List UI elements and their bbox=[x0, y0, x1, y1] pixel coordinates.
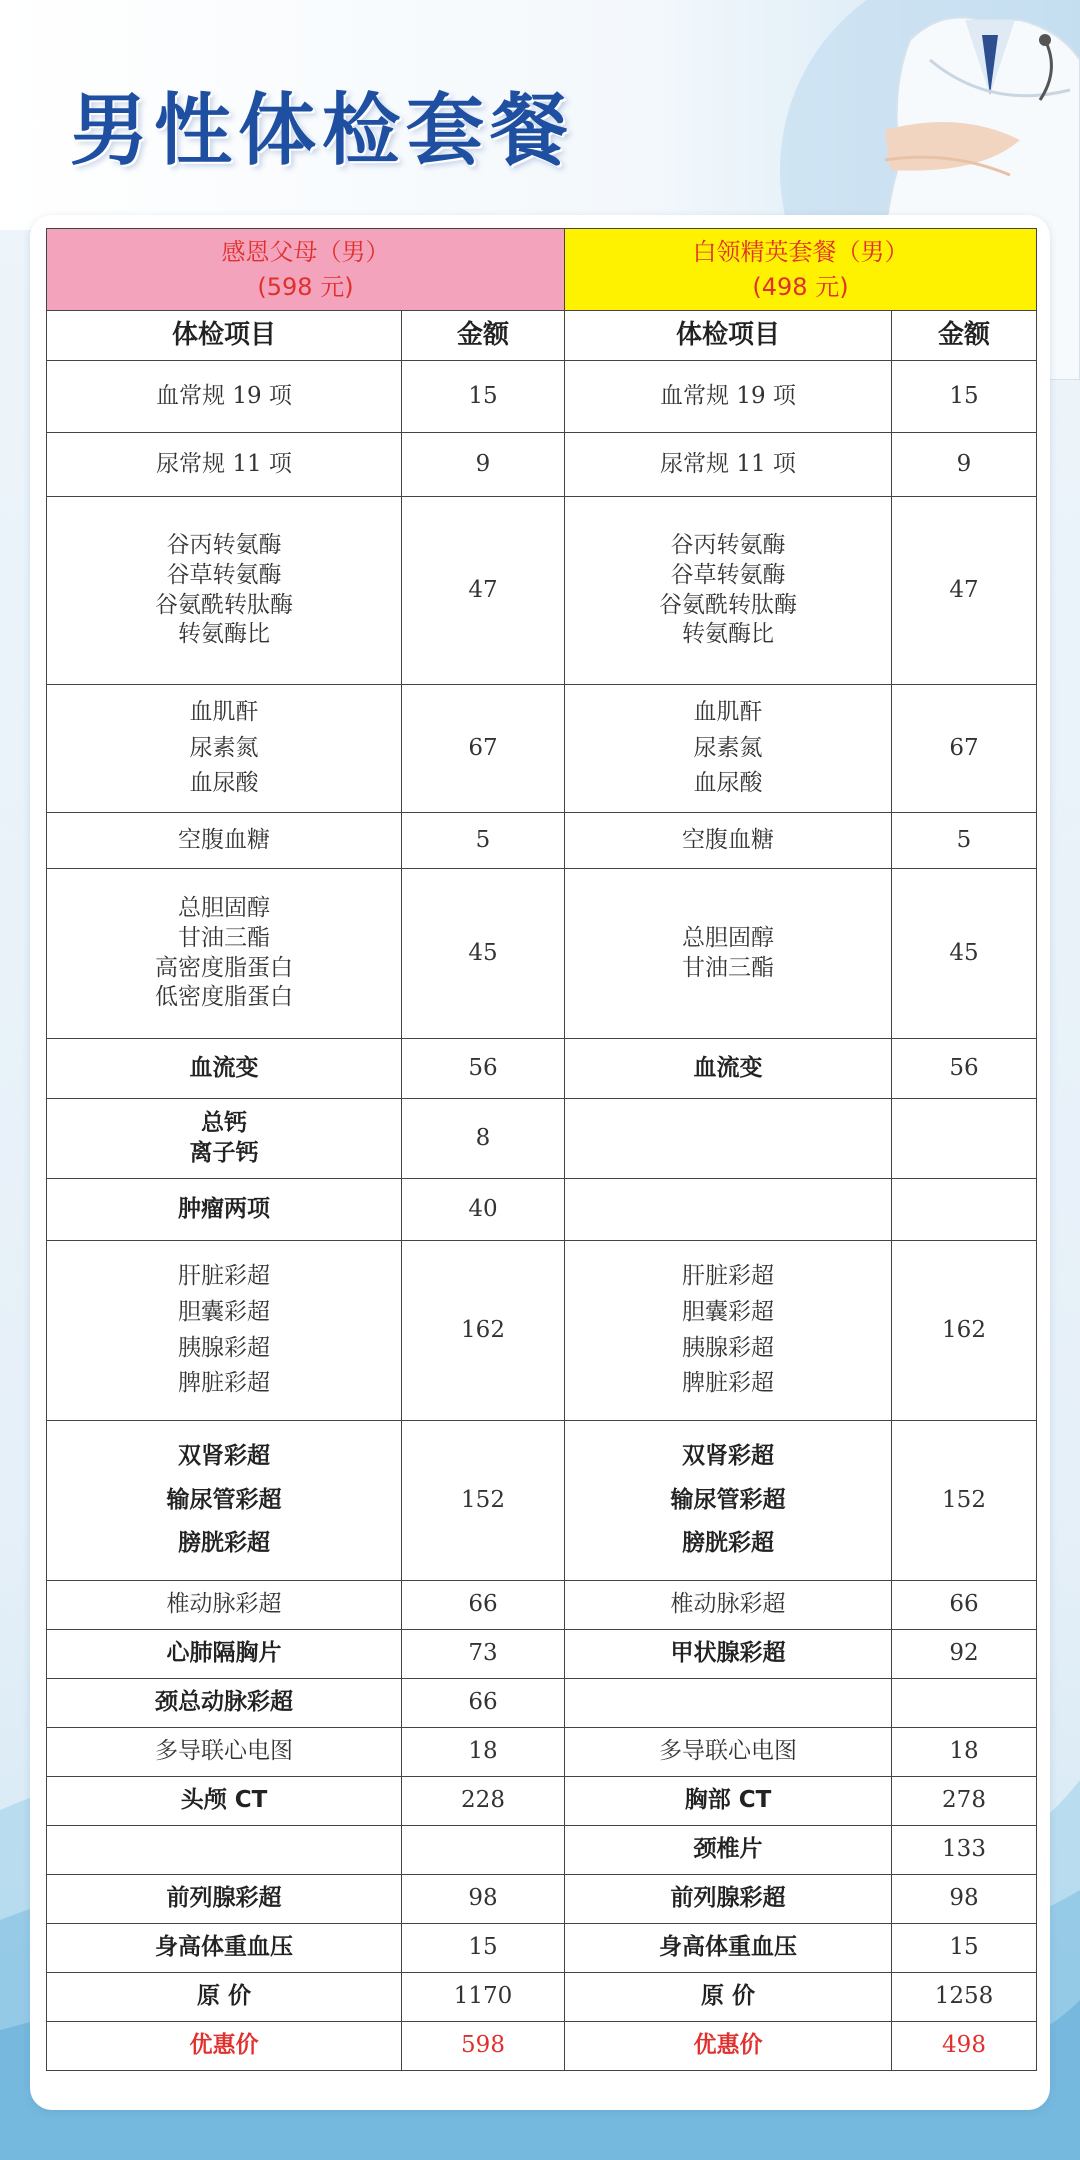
discount-price-a: 598 bbox=[402, 2022, 565, 2071]
amount-cell-b: 47 bbox=[892, 497, 1037, 685]
item-text: 甲状腺彩超 bbox=[670, 1640, 786, 1667]
item-text: 转氨酶比 bbox=[178, 621, 270, 648]
table-row bbox=[47, 1099, 1037, 1179]
amount-cell-b: 92 bbox=[892, 1630, 1037, 1679]
amount-cell-a: 47 bbox=[402, 497, 565, 685]
item-cell-b bbox=[565, 1924, 892, 1973]
item-text: 总胆固醇 bbox=[178, 894, 270, 921]
item-text: 血尿酸 bbox=[189, 770, 259, 797]
package-header-b bbox=[565, 229, 1037, 311]
item-text: 血肌酐 bbox=[693, 698, 763, 725]
package-header-a bbox=[47, 229, 565, 311]
table-row bbox=[47, 1924, 1037, 1973]
amount-cell-b: 9 bbox=[892, 433, 1037, 497]
item-cell-b bbox=[565, 1777, 892, 1826]
col-head-amount-b: 金额 bbox=[892, 311, 1037, 361]
item-text: 膀胱彩超 bbox=[682, 1530, 774, 1557]
item-cell-a bbox=[47, 1179, 402, 1241]
item-text: 输尿管彩超 bbox=[166, 1486, 282, 1513]
discount-price-b: 498 bbox=[892, 2022, 1037, 2071]
item-text: 胆囊彩超 bbox=[178, 1298, 270, 1325]
amount-cell-b: 45 bbox=[892, 869, 1037, 1039]
item-cell-b bbox=[565, 869, 892, 1039]
discount-label-a: 优惠价 bbox=[47, 2022, 402, 2071]
item-cell-a bbox=[47, 1679, 402, 1728]
table-row bbox=[47, 1679, 1037, 1728]
item-text: 甘油三酯 bbox=[178, 924, 270, 951]
item-cell-b bbox=[565, 813, 892, 869]
item-text: 离子钙 bbox=[189, 1139, 259, 1166]
item-text: 尿常规 11 项 bbox=[156, 450, 292, 477]
item-text: 谷氨酰转肽酶 bbox=[659, 591, 797, 618]
item-text: 双肾彩超 bbox=[682, 1442, 774, 1469]
amount-cell-b: 67 bbox=[892, 685, 1037, 813]
item-cell-a bbox=[47, 869, 402, 1039]
item-cell-a bbox=[47, 1826, 402, 1875]
amount-cell-b: 133 bbox=[892, 1826, 1037, 1875]
amount-cell-a: 15 bbox=[402, 1924, 565, 1973]
table-row bbox=[47, 1777, 1037, 1826]
item-cell-b bbox=[565, 1039, 892, 1099]
item-cell-b bbox=[565, 1099, 892, 1179]
item-text: 尿素氮 bbox=[189, 734, 259, 761]
price-table bbox=[46, 228, 1037, 2071]
amount-cell-a: 18 bbox=[402, 1728, 565, 1777]
item-text: 胆囊彩超 bbox=[682, 1298, 774, 1325]
item-text: 尿素氮 bbox=[693, 734, 763, 761]
amount-cell-b: 15 bbox=[892, 361, 1037, 433]
col-head-item-b: 体检项目 bbox=[565, 311, 892, 361]
table-row bbox=[47, 1875, 1037, 1924]
item-text: 总胆固醇 bbox=[682, 924, 774, 951]
table-row bbox=[47, 1179, 1037, 1241]
amount-cell-b bbox=[892, 1679, 1037, 1728]
original-price-row bbox=[47, 1973, 1037, 2022]
item-text: 谷草转氨酶 bbox=[670, 561, 786, 588]
item-text: 尿常规 11 项 bbox=[660, 450, 796, 477]
original-price-b: 1258 bbox=[892, 1973, 1037, 2022]
amount-cell-b: 98 bbox=[892, 1875, 1037, 1924]
item-text: 空腹血糖 bbox=[178, 826, 270, 853]
amount-cell-b: 278 bbox=[892, 1777, 1037, 1826]
item-cell-a bbox=[47, 1630, 402, 1679]
item-text: 双肾彩超 bbox=[178, 1442, 270, 1469]
item-text: 多导联心电图 bbox=[155, 1738, 293, 1765]
original-label-a: 原 价 bbox=[47, 1973, 402, 2022]
table-row bbox=[47, 1241, 1037, 1421]
item-cell-a bbox=[47, 361, 402, 433]
package-b-price: (498 元) bbox=[752, 272, 849, 301]
amount-cell-b: 162 bbox=[892, 1241, 1037, 1421]
table-row bbox=[47, 1039, 1037, 1099]
col-head-item-a: 体检项目 bbox=[47, 311, 402, 361]
item-cell-a bbox=[47, 1241, 402, 1421]
item-cell-a bbox=[47, 1875, 402, 1924]
item-text: 高密度脂蛋白 bbox=[155, 954, 293, 981]
item-cell-b bbox=[565, 1630, 892, 1679]
item-text: 总钙 bbox=[201, 1109, 247, 1136]
amount-cell-a: 66 bbox=[402, 1679, 565, 1728]
item-cell-b bbox=[565, 685, 892, 813]
table-row bbox=[47, 869, 1037, 1039]
item-cell-b bbox=[565, 1679, 892, 1728]
table-row bbox=[47, 1630, 1037, 1679]
item-cell-b bbox=[565, 1421, 892, 1581]
amount-cell-a: 98 bbox=[402, 1875, 565, 1924]
item-text: 血尿酸 bbox=[693, 770, 763, 797]
item-text: 颈总动脉彩超 bbox=[155, 1689, 293, 1716]
item-cell-a bbox=[47, 685, 402, 813]
table-row bbox=[47, 361, 1037, 433]
item-text: 血流变 bbox=[189, 1054, 259, 1081]
item-text: 血常规 19 项 bbox=[660, 382, 796, 409]
item-text: 脾脏彩超 bbox=[682, 1370, 774, 1397]
amount-cell-a: 15 bbox=[402, 361, 565, 433]
amount-cell-b: 15 bbox=[892, 1924, 1037, 1973]
item-text: 低密度脂蛋白 bbox=[155, 984, 293, 1011]
amount-cell-a: 73 bbox=[402, 1630, 565, 1679]
amount-cell-b bbox=[892, 1099, 1037, 1179]
amount-cell-b: 152 bbox=[892, 1421, 1037, 1581]
original-label-b: 原 价 bbox=[565, 1973, 892, 2022]
item-text: 椎动脉彩超 bbox=[166, 1591, 282, 1618]
item-cell-a bbox=[47, 1039, 402, 1099]
item-text: 谷丙转氨酶 bbox=[166, 531, 282, 558]
item-text: 血流变 bbox=[693, 1054, 763, 1081]
table-row bbox=[47, 813, 1037, 869]
item-text: 胰腺彩超 bbox=[682, 1334, 774, 1361]
item-text: 谷氨酰转肽酶 bbox=[155, 591, 293, 618]
item-cell-a bbox=[47, 497, 402, 685]
item-text: 身高体重血压 bbox=[659, 1934, 797, 1961]
amount-cell-a: 228 bbox=[402, 1777, 565, 1826]
item-cell-b bbox=[565, 497, 892, 685]
discount-label-b: 优惠价 bbox=[565, 2022, 892, 2071]
item-text: 谷丙转氨酶 bbox=[670, 531, 786, 558]
package-a-price: (598 元) bbox=[257, 272, 354, 301]
item-cell-a bbox=[47, 433, 402, 497]
table-row bbox=[47, 497, 1037, 685]
discount-price-row bbox=[47, 2022, 1037, 2071]
item-cell-b bbox=[565, 1728, 892, 1777]
item-cell-a bbox=[47, 1728, 402, 1777]
amount-cell-a bbox=[402, 1826, 565, 1875]
item-text: 胰腺彩超 bbox=[178, 1334, 270, 1361]
amount-cell-a: 5 bbox=[402, 813, 565, 869]
item-text: 甘油三酯 bbox=[682, 954, 774, 981]
item-text: 肝脏彩超 bbox=[682, 1262, 774, 1289]
page-title: 男性体检套餐 bbox=[70, 86, 575, 176]
item-cell-a bbox=[47, 1421, 402, 1581]
item-cell-a bbox=[47, 1099, 402, 1179]
amount-cell-a: 45 bbox=[402, 869, 565, 1039]
amount-cell-b: 66 bbox=[892, 1581, 1037, 1630]
table-row bbox=[47, 1581, 1037, 1630]
amount-cell-b: 56 bbox=[892, 1039, 1037, 1099]
item-text: 转氨酶比 bbox=[682, 621, 774, 648]
amount-cell-a: 152 bbox=[402, 1421, 565, 1581]
original-price-a: 1170 bbox=[402, 1973, 565, 2022]
amount-cell-b: 18 bbox=[892, 1728, 1037, 1777]
item-text: 肝脏彩超 bbox=[178, 1262, 270, 1289]
amount-cell-b bbox=[892, 1179, 1037, 1241]
item-cell-b bbox=[565, 361, 892, 433]
item-text: 脾脏彩超 bbox=[178, 1370, 270, 1397]
amount-cell-a: 56 bbox=[402, 1039, 565, 1099]
table-row bbox=[47, 685, 1037, 813]
item-text: 膀胱彩超 bbox=[178, 1530, 270, 1557]
amount-cell-a: 8 bbox=[402, 1099, 565, 1179]
col-head-amount-a: 金额 bbox=[402, 311, 565, 361]
amount-cell-a: 40 bbox=[402, 1179, 565, 1241]
item-text: 肿瘤两项 bbox=[178, 1195, 270, 1222]
item-text: 血常规 19 项 bbox=[156, 382, 292, 409]
table-row bbox=[47, 433, 1037, 497]
amount-cell-a: 9 bbox=[402, 433, 565, 497]
item-text: 身高体重血压 bbox=[155, 1934, 293, 1961]
item-text: 心肺隔胸片 bbox=[166, 1640, 282, 1667]
table-row bbox=[47, 1728, 1037, 1777]
item-text: 前列腺彩超 bbox=[670, 1885, 786, 1912]
item-text: 血肌酐 bbox=[189, 698, 259, 725]
item-text: 前列腺彩超 bbox=[166, 1885, 282, 1912]
item-cell-b bbox=[565, 433, 892, 497]
item-cell-a bbox=[47, 1924, 402, 1973]
item-text: 多导联心电图 bbox=[659, 1738, 797, 1765]
item-cell-b bbox=[565, 1179, 892, 1241]
package-a-name: 感恩父母（男） bbox=[221, 237, 390, 266]
amount-cell-b: 5 bbox=[892, 813, 1037, 869]
item-text: 颈椎片 bbox=[693, 1836, 763, 1863]
item-text: 输尿管彩超 bbox=[670, 1486, 786, 1513]
item-text: 椎动脉彩超 bbox=[670, 1591, 786, 1618]
item-cell-b bbox=[565, 1241, 892, 1421]
item-cell-b bbox=[565, 1826, 892, 1875]
item-cell-a bbox=[47, 1777, 402, 1826]
package-b-name: 白领精英套餐（男） bbox=[692, 237, 909, 266]
amount-cell-a: 66 bbox=[402, 1581, 565, 1630]
item-text: 头颅 CT bbox=[180, 1787, 268, 1814]
item-cell-b bbox=[565, 1875, 892, 1924]
item-cell-a bbox=[47, 1581, 402, 1630]
item-cell-a bbox=[47, 813, 402, 869]
table-body bbox=[47, 361, 1037, 1973]
item-text: 胸部 CT bbox=[684, 1787, 772, 1814]
amount-cell-a: 162 bbox=[402, 1241, 565, 1421]
amount-cell-a: 67 bbox=[402, 685, 565, 813]
item-text: 空腹血糖 bbox=[682, 826, 774, 853]
item-cell-b bbox=[565, 1581, 892, 1630]
table-row bbox=[47, 1826, 1037, 1875]
item-text: 谷草转氨酶 bbox=[166, 561, 282, 588]
table-row bbox=[47, 1421, 1037, 1581]
